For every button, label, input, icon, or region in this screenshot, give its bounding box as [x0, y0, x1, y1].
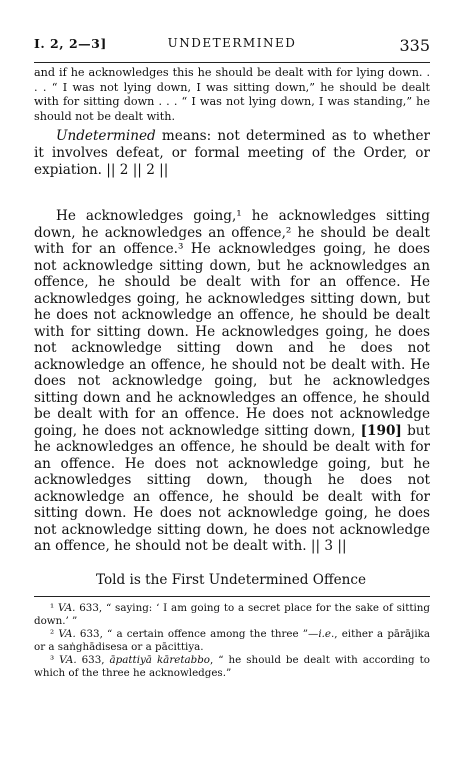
footnote-1: ¹ VA. 633, “ saying: ‘ I am going to a secret place for the sake of sitting down.’ ”	[34, 602, 430, 627]
header-section-ref: I. 2, 2—3]	[34, 36, 107, 51]
definition-paragraph	[34, 128, 430, 179]
definition-term: Undetermined	[56, 128, 156, 144]
section-marker: || 3 ||	[306, 538, 347, 554]
header-title: UNDETERMINED	[167, 36, 297, 50]
footnote-2: ² VA. 633, “ a certain offence among the three ”—i.e., either a pārājika or a saṅghādisesa or a pācittiya.	[34, 628, 430, 653]
section-marker: || 2 || 2 ||	[101, 162, 169, 178]
footnote-rule	[34, 596, 430, 597]
footnote-3: ³ VA. 633, āpattiyā kāretabbo, “ he should be dealt with according to which of the three he acknowledges.”	[34, 654, 430, 679]
definition-text: means: not determined as to whether it involves defeat, or formal meeting of the Order, or expiation.	[34, 128, 430, 178]
header-rule	[34, 62, 430, 63]
opening-paragraph	[34, 66, 430, 124]
closing-title: Told is the First Undetermined Offence	[95, 572, 367, 588]
footnotes	[34, 602, 430, 680]
main-paragraph	[34, 208, 430, 555]
main-text-part2: but he acknowledges an offence, he should be dealt with for an offence. He does not acknowledge going, but he acknowledges sitting down, though he does not acknowledge an offence, he should be dealt with for sitting down. He does not acknowledge going, he does not acknowledge sitting down, he does not acknowledge an offence, he should not be dealt with.	[34, 422, 430, 554]
page-number: 335	[399, 36, 430, 55]
opening-text: and if he acknowledges this he should be dealt with for lying down. . . . “ I was not lying down, I was sitting down,” he should be dealt with for sitting down . . . “ I was not lying down, I was standing,” he should not be dealt with.	[34, 66, 430, 123]
main-text-part1: He acknowledges going,¹ he acknowledges sitting down, he acknowledges an offence,² he should be dealt with for an offence.³ He acknowledges going, he does not acknowledge sitting down, but he acknowledges an offence, he should be dealt with for an offence. He acknowledges going, he acknowledges sitting down, but he does not acknowledge an offence, he should be dealt with for sitting down. He acknowledges going, he does not acknowledge sitting down and he does not acknowledge an offence, he should not be dealt with. He does not acknowledge going, but he acknowledges sitting down and he acknowledges an offence, he should be dealt with for an offence. He does not acknowledge going, he does not acknowledge sitting down,	[34, 208, 430, 439]
page-reference: [190]	[360, 422, 402, 439]
running-header	[34, 36, 430, 58]
